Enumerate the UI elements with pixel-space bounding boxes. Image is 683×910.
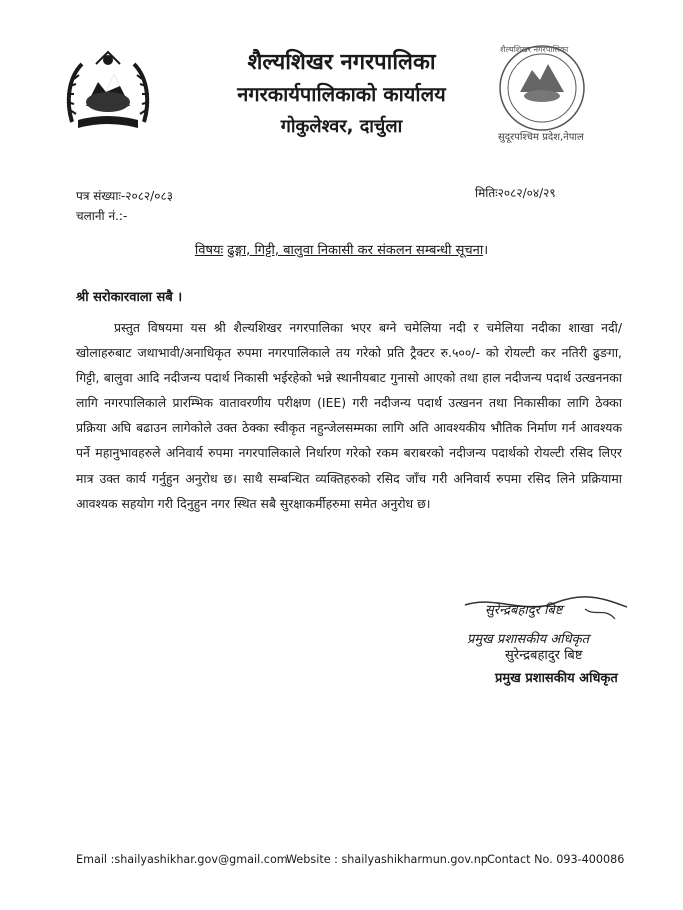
- signatory-title-handwritten: प्रमुख प्रशासकीय अधिकृत: [467, 632, 590, 647]
- dispatch-number: चलानी नं.:-: [76, 209, 128, 223]
- salutation: श्री सरोकारवाला सबै ।: [76, 290, 183, 305]
- office-title: शैल्यशिखर नगरपालिका: [247, 50, 436, 75]
- footer-website: Website : shailyashikharmun.gov.np: [286, 853, 488, 866]
- signature-block: [455, 595, 635, 695]
- notice-body: प्रस्तुत विषयमा यस श्री शैल्यशिखर नगरपालिका भएर बग्ने चमेलिया नदी र चमेलिया नदीका शाखा नदी/खोलाहरुबाट जथाभावी/अनाधिकृत रुपमा नगरपालिकाले तय गरेको प्रति ट्रैक्टर रु.५००/- को रोयल्टी कर नतिरी ढुङगा, गिट्टी, बालुवा आदि नदीजन्य पदार्थ निकासी भईरहेको भन्ने स्थानीयबाट गुनासो आएको तथा हाल नदीजन्य पदार्थ उत्खननका लागि नगरपालिकाले प्रारम्भिक वातावरणीय परीक्षण (IEE) गरी नदीजन्य पदार्थ उत्खनन तथा निकासीका लागि ठेक्का प्रक्रिया अघि बढाउन लागेकोले उक्त ठेक्का स्वीकृत नहुन्जेलसम्मका लागि अति आवश्यकीय भौतिक निर्माण गर्न आवश्यक पर्ने महानुभावहरुले अनिवार्य रुपमा नगरपालिकाले निर्धारण गरेको रकम बराबरको नदीजन्य पदार्थको रोयल्टी रसिद लिएर मात्र उक्त कार्य गर्नुहुन अनुरोध छ। साथै सम्बन्धित व्यक्तिहरुको रसिद जाँच गरी अनिवार्य रुपमा रसिद लिने प्रक्रियामा आवश्यक सहयोग गरी दिनुहुन नगर स्थित सबै सुरक्षाकर्मीहरुमा समेत अनुरोध छ।: [76, 320, 622, 511]
- signatory-name-handwritten: सुरेन्द्रबहादुर बिष्ट: [485, 603, 563, 618]
- stamp-title: प्रमुख प्रशासकीय अधिकृत: [495, 671, 618, 686]
- svg-text:शैल्यशिखर नगरपालिका: शैल्यशिखर नगरपालिका: [500, 45, 569, 54]
- office-address: गोकुलेश्वर, दार्चुला: [280, 116, 403, 137]
- letter-date: मितिः२०८२/०४/२९: [475, 186, 556, 200]
- subject-line: [0, 240, 683, 258]
- subject-end: ।: [483, 243, 489, 258]
- svg-text:सुदूरपश्चिम प्रदेश,नेपाल: सुदूरपश्चिम प्रदेश,नेपाल: [498, 132, 584, 143]
- letter-number: पत्र संख्याः-२०८२/०८३: [76, 189, 173, 203]
- footer-contact: Contact No. 093-400086: [487, 853, 625, 866]
- office-subtitle: नगरकार्यपालिकाको कार्यालय: [237, 82, 446, 106]
- subject-prefix: विषयः: [194, 243, 224, 258]
- stamp-name: सुरेन्द्रबहादुर बिष्ट: [505, 648, 583, 663]
- municipality-seal-icon: [480, 30, 610, 160]
- subject-text: ढुङ्गा, गिट्टी, बालुवा निकासी कर संकलन सम्बन्धी सूचना: [227, 243, 484, 258]
- footer-email: Email :shailyashikhar.gov@gmail.com: [76, 853, 288, 866]
